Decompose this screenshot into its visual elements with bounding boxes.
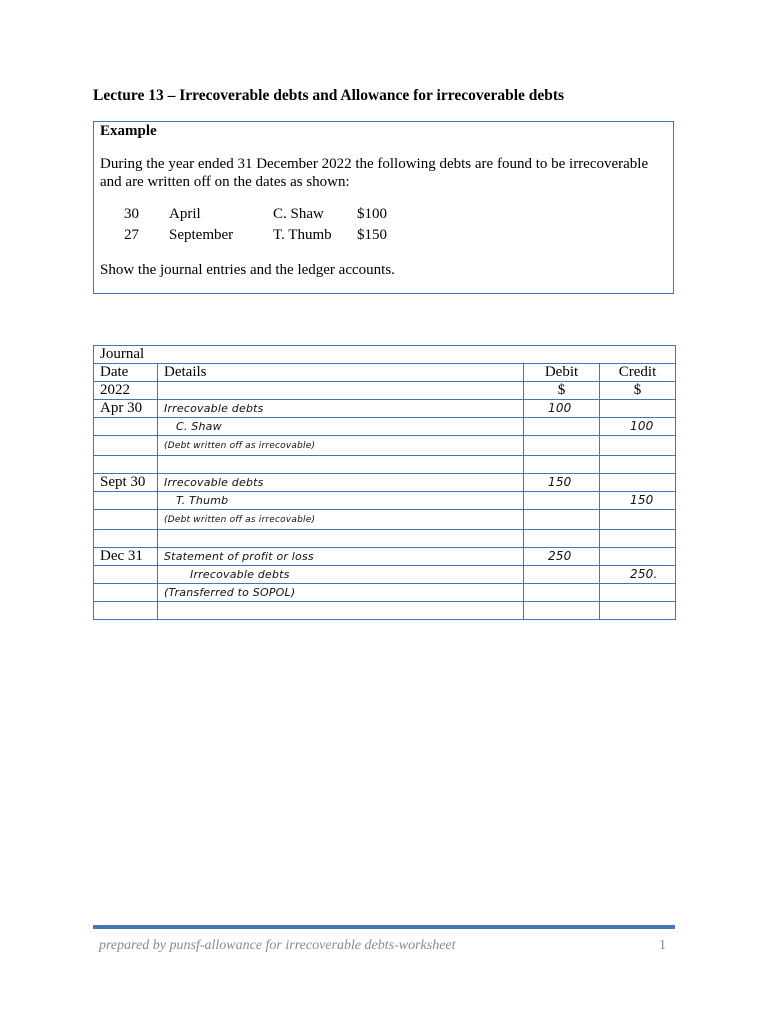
header-date: Date bbox=[94, 364, 158, 382]
currency-debit: $ bbox=[524, 382, 600, 400]
row-date bbox=[94, 584, 158, 602]
footer-text: prepared by punsf-allowance for irrecoverable debts-worksheet bbox=[99, 938, 456, 953]
table-row bbox=[94, 474, 676, 492]
row-debit bbox=[530, 419, 548, 433]
row-debit: 250 bbox=[548, 549, 572, 563]
table-row bbox=[94, 530, 676, 548]
table-row bbox=[94, 456, 676, 474]
row-date: Dec 31 bbox=[94, 548, 158, 566]
row-details: Irrecovable debts bbox=[164, 402, 264, 415]
row-debit bbox=[530, 457, 548, 471]
row-details: C. Shaw bbox=[176, 420, 222, 433]
journal-label-row bbox=[94, 346, 676, 364]
debt-row bbox=[94, 206, 673, 226]
table-row bbox=[94, 566, 676, 584]
footer-divider bbox=[93, 925, 675, 929]
header-credit: Credit bbox=[600, 364, 676, 382]
row-debit: 150 bbox=[548, 475, 572, 489]
row-debit bbox=[530, 531, 548, 545]
row-details: (Debt written off as irrecovable) bbox=[164, 515, 316, 525]
debt-row bbox=[94, 227, 673, 247]
debt-day: 30 bbox=[124, 206, 139, 222]
example-paragraph: During the year ended 31 December 2022 the following debts are found to be irrecoverable and are written off on the dates as shown: bbox=[100, 156, 649, 190]
row-details: Irrecovable debts bbox=[190, 568, 290, 581]
journal-table bbox=[93, 345, 676, 620]
row-date: Sept 30 bbox=[94, 474, 158, 492]
row-debit: 100 bbox=[548, 401, 572, 415]
table-row bbox=[94, 418, 676, 436]
debt-month: April bbox=[169, 206, 201, 222]
row-credit: 150 bbox=[630, 493, 654, 507]
header-debit: Debit bbox=[524, 364, 600, 382]
row-details: Statement of profit or loss bbox=[164, 550, 314, 563]
row-credit bbox=[606, 512, 630, 526]
row-details: (Transferred to SOPOL) bbox=[164, 586, 296, 599]
table-row bbox=[94, 400, 676, 418]
table-row bbox=[94, 584, 676, 602]
row-debit bbox=[530, 512, 548, 526]
row-date bbox=[94, 510, 158, 530]
row-debit bbox=[530, 438, 548, 452]
row-date bbox=[94, 530, 158, 548]
journal-year: 2022 bbox=[94, 382, 158, 400]
debt-day: 27 bbox=[124, 227, 139, 243]
example-closing: Show the journal entries and the ledger accounts. bbox=[100, 262, 395, 278]
row-debit bbox=[530, 585, 548, 599]
journal-year-row bbox=[94, 382, 676, 400]
row-details: (Debt written off as irrecovable) bbox=[164, 441, 316, 451]
row-date bbox=[94, 418, 158, 436]
debt-amount: $150 bbox=[357, 227, 387, 243]
debt-amount: $100 bbox=[357, 206, 387, 222]
row-credit bbox=[606, 438, 630, 452]
journal-header-row bbox=[94, 364, 676, 382]
row-debit bbox=[530, 603, 548, 617]
debt-name: C. Shaw bbox=[273, 206, 324, 222]
row-credit bbox=[606, 603, 630, 617]
table-row bbox=[94, 548, 676, 566]
row-date bbox=[94, 566, 158, 584]
page-title: Lecture 13 – Irrecoverable debts and Allowance for irrecoverable debts bbox=[93, 87, 565, 104]
currency-credit: $ bbox=[600, 382, 676, 400]
row-credit bbox=[606, 585, 630, 599]
row-credit: 100 bbox=[630, 419, 654, 433]
row-date bbox=[94, 456, 158, 474]
example-heading: Example bbox=[100, 123, 157, 139]
journal-cell bbox=[158, 382, 524, 400]
row-credit bbox=[606, 457, 630, 471]
row-date bbox=[94, 602, 158, 620]
row-details: Irrecovable debts bbox=[164, 476, 264, 489]
row-credit bbox=[606, 531, 630, 545]
row-credit bbox=[606, 549, 630, 563]
table-row bbox=[94, 602, 676, 620]
row-debit bbox=[530, 493, 548, 507]
row-date: Apr 30 bbox=[94, 400, 158, 418]
table-row bbox=[94, 436, 676, 456]
row-credit: 250. bbox=[630, 567, 658, 581]
journal-label: Journal bbox=[94, 346, 676, 364]
table-row bbox=[94, 510, 676, 530]
debt-name: T. Thumb bbox=[273, 227, 332, 243]
row-credit bbox=[606, 475, 630, 489]
table-row bbox=[94, 492, 676, 510]
row-date bbox=[94, 492, 158, 510]
row-credit bbox=[606, 401, 630, 415]
page-number: 1 bbox=[659, 938, 666, 953]
example-box bbox=[93, 121, 674, 294]
row-debit bbox=[530, 567, 548, 581]
row-details: T. Thumb bbox=[176, 494, 229, 507]
debt-month: September bbox=[169, 227, 234, 243]
row-date bbox=[94, 436, 158, 456]
header-details: Details bbox=[158, 364, 524, 382]
